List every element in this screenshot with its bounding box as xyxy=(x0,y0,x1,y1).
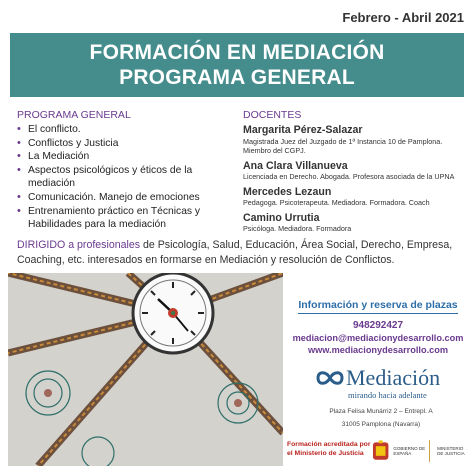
programa-heading: PROGRAMA GENERAL xyxy=(17,109,131,121)
spain-coat-of-arms-icon xyxy=(372,440,389,462)
contact-block xyxy=(288,299,468,355)
programa-item: • El conflicto. xyxy=(17,123,81,135)
ministry-logo xyxy=(372,436,470,466)
docente-description: Licenciada en Derecho. Abogada. Profesora asociada de la UPNA xyxy=(243,172,455,182)
programa-item: • Comunicación. Manejo de emociones xyxy=(17,190,200,203)
contact-website[interactable]: www.mediacionydesarrollo.com xyxy=(307,345,449,355)
divider xyxy=(429,440,430,462)
address-line-2: 31005 Pamplona (Navarra) xyxy=(341,421,421,428)
contact-phone[interactable]: 948292427 xyxy=(352,320,404,331)
bullet-icon: • xyxy=(17,204,21,217)
docente-name: Camino Urrutia xyxy=(243,211,320,224)
docente-entry xyxy=(243,124,468,156)
ceiling-clock-photo xyxy=(8,273,283,466)
programa-item: • Entrenamiento práctico en Técnicas y Habilidades para la mediación xyxy=(17,204,201,231)
docente-description: Pedagoga. Psicoterapeuta. Mediadora. Formadora. Coach xyxy=(243,198,430,208)
title-banner xyxy=(10,33,464,97)
accreditation-note: Formación acreditada por el Ministerio de Justicia xyxy=(287,441,371,457)
docentes-heading: DOCENTES xyxy=(243,109,302,121)
bullet-icon: • xyxy=(17,136,21,149)
programa-list xyxy=(17,123,239,232)
docente-entry xyxy=(243,186,468,208)
address xyxy=(296,405,466,431)
programa-item: • Conflictos y Justicia xyxy=(17,136,119,149)
docente-name: Margarita Pérez-Salazar xyxy=(243,124,363,136)
audience-paragraph xyxy=(17,238,469,268)
programa-item: • La Mediación xyxy=(17,150,90,163)
docente-entry xyxy=(243,212,468,234)
programa-item: • Aspectos psicológicos y éticos de la mediación xyxy=(17,163,193,190)
docente-name: Mercedes Lezaun xyxy=(243,185,332,198)
address-line-1: Plaza Felisa Munárriz 2 – Entrepl. A xyxy=(329,408,433,415)
mediacion-logo xyxy=(316,365,466,399)
bullet-icon: • xyxy=(17,123,21,135)
title-line-1: FORMACIÓN EN MEDIACIÓN xyxy=(89,41,385,64)
date-range: Febrero - Abril 2021 xyxy=(342,10,464,25)
contact-title: Información y reserva de plazas xyxy=(298,299,458,314)
docente-name: Ana Clara Villanueva xyxy=(243,159,348,172)
docente-description: Psicóloga. Mediadora. Formadora xyxy=(243,224,352,234)
logo-tagline: mirando hacia adelante xyxy=(348,390,427,400)
audience-text: de Psicología, Salud, Educación, Área Social, Derecho, Empresa, Coaching, etc. interesados en formarse en Mediación y resolución de Conflictos. xyxy=(17,239,453,266)
audience-highlight: DIRIGIDO a profesionales xyxy=(17,239,141,251)
logo-name: Mediación xyxy=(346,365,441,390)
title-line-2: PROGRAMA GENERAL xyxy=(119,66,355,89)
bullet-icon: • xyxy=(17,190,21,203)
docentes-list xyxy=(243,124,468,238)
contact-email[interactable]: mediacion@mediacionydesarrollo.com xyxy=(292,333,464,343)
bullet-icon: • xyxy=(17,163,21,176)
bullet-icon: • xyxy=(17,150,21,163)
docente-description: Magistrada Juez del Juzgado de 1ª Instancia 10 de Pamplona. Miembro del CGPJ. xyxy=(243,136,443,156)
ministry-label: MINISTERIO DE JUSTICIA xyxy=(437,445,465,456)
docente-entry xyxy=(243,160,468,182)
gov-label: GOBIERNO DE ESPAÑA xyxy=(393,445,426,456)
infinity-logo-icon xyxy=(316,369,344,387)
